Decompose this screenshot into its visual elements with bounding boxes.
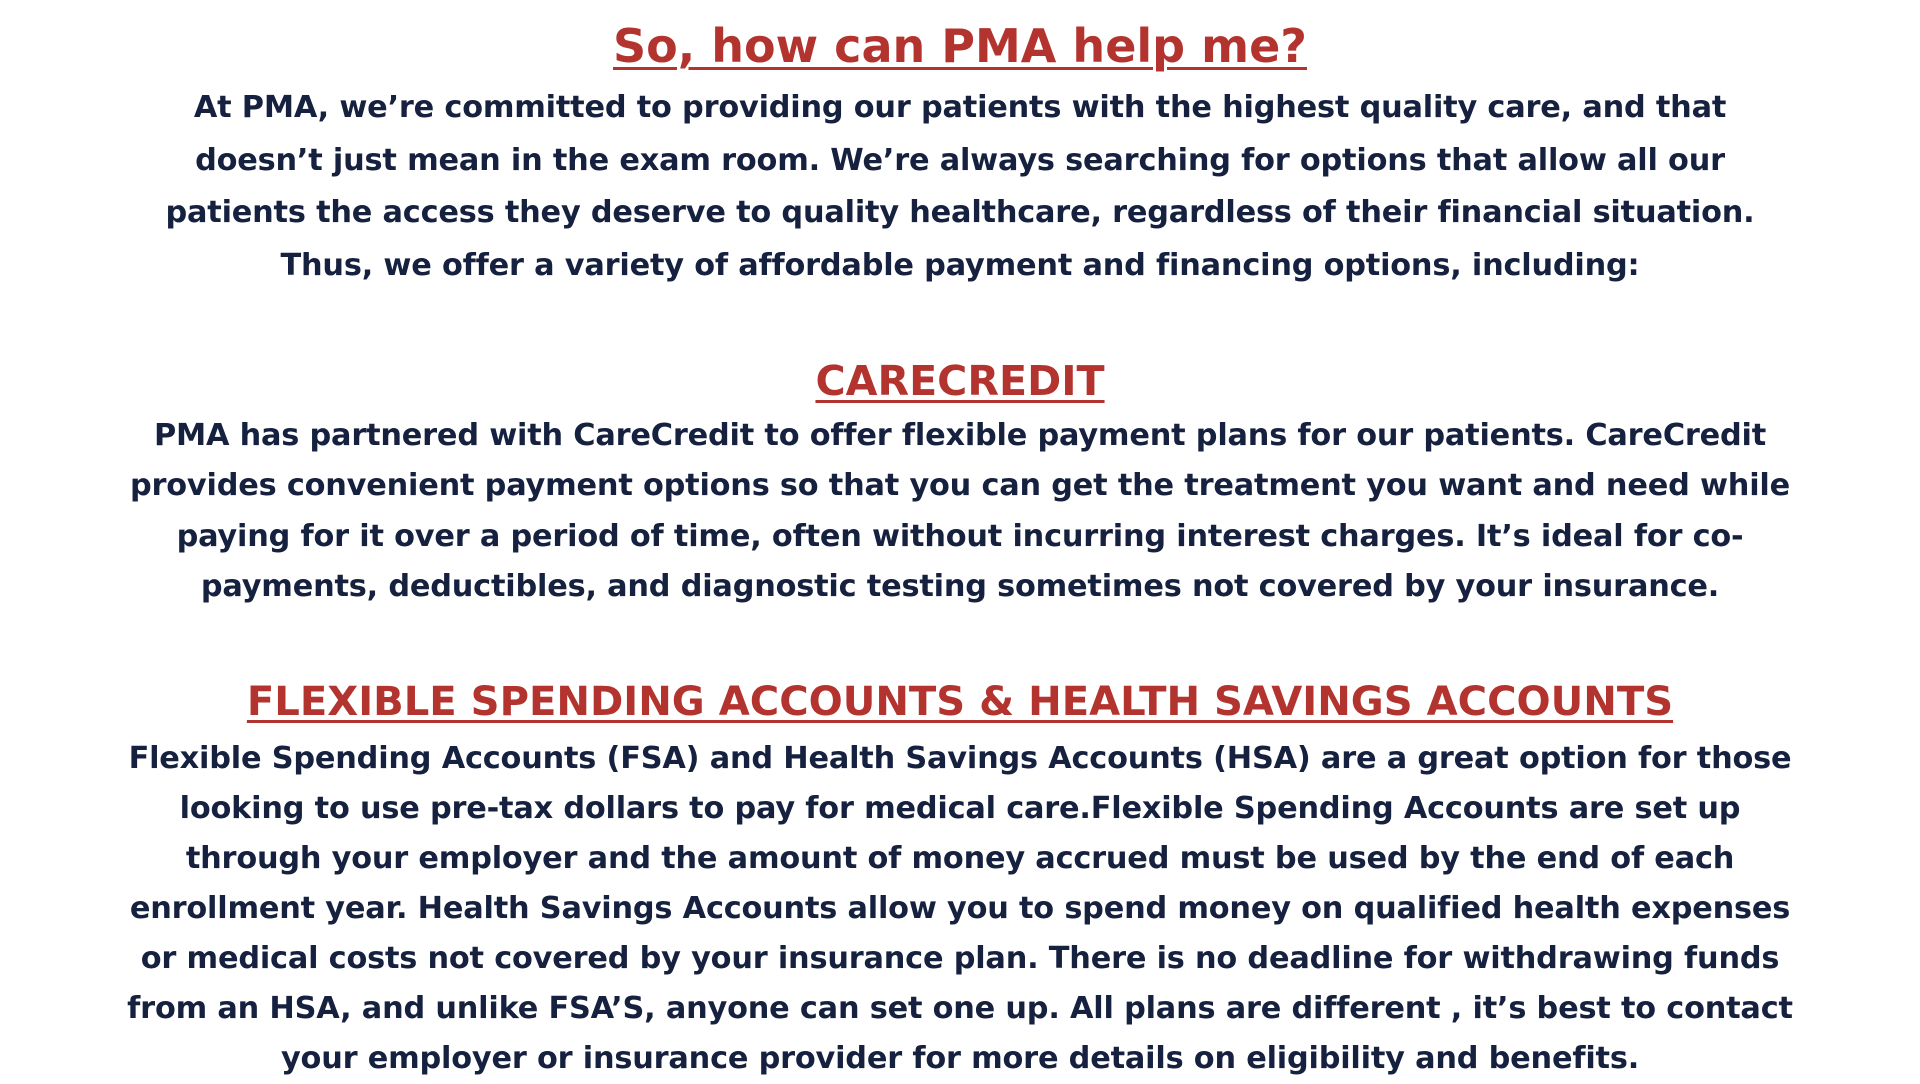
intro-line: At PMA, we’re committed to providing our patients with the highest quality care, and that bbox=[193, 90, 1727, 125]
carecredit-line: paying for it over a period of time, often without incurring interest charges. It’s ideal for co- bbox=[176, 518, 1744, 554]
fsa-hsa-line: from an HSA, and unlike FSA’S, anyone can set one up. All plans are different , it’s best to contact bbox=[127, 991, 1793, 1026]
carecredit-paragraph bbox=[0, 411, 1920, 612]
intro-line: Thus, we offer a variety of affordable payment and financing options, including: bbox=[280, 248, 1640, 284]
fsa-hsa-line: your employer or insurance provider for more details on eligibility and benefits. bbox=[280, 1041, 1640, 1076]
carecredit-heading: CARECREDIT bbox=[815, 357, 1105, 405]
intro-paragraph bbox=[0, 82, 1920, 293]
intro-line: doesn’t just mean in the exam room. We’re always searching for options that allow all our bbox=[195, 142, 1725, 178]
fsa-hsa-line: enrollment year. Health Savings Accounts allow you to spend money on qualified health expenses bbox=[129, 891, 1791, 926]
fsa-hsa-line: looking to use pre-tax dollars to pay for medical care.Flexible Spending Accounts are set up bbox=[179, 791, 1741, 826]
fsa-hsa-heading: FLEXIBLE SPENDING ACCOUNTS & HEALTH SAVINGS ACCOUNTS bbox=[246, 679, 1674, 725]
carecredit-line: provides convenient payment options so that you can get the treatment you want and need while bbox=[129, 468, 1790, 504]
fsa-hsa-line: or medical costs not covered by your insurance plan. There is no deadline for withdrawing funds bbox=[140, 941, 1780, 976]
page-title: So, how can PMA help me? bbox=[613, 19, 1307, 73]
fsa-hsa-paragraph bbox=[0, 734, 1920, 1084]
intro-line: patients the access they deserve to quality healthcare, regardless of their financial situation. bbox=[165, 195, 1755, 231]
carecredit-line: payments, deductibles, and diagnostic testing sometimes not covered by your insurance. bbox=[200, 568, 1720, 604]
fsa-hsa-line: through your employer and the amount of money accrued must be used by the end of each bbox=[185, 841, 1735, 876]
carecredit-line: PMA has partnered with CareCredit to offer flexible payment plans for our patients. CareCredit bbox=[153, 418, 1767, 453]
fsa-hsa-line: Flexible Spending Accounts (FSA) and Health Savings Accounts (HSA) are a great option for those bbox=[128, 741, 1792, 776]
